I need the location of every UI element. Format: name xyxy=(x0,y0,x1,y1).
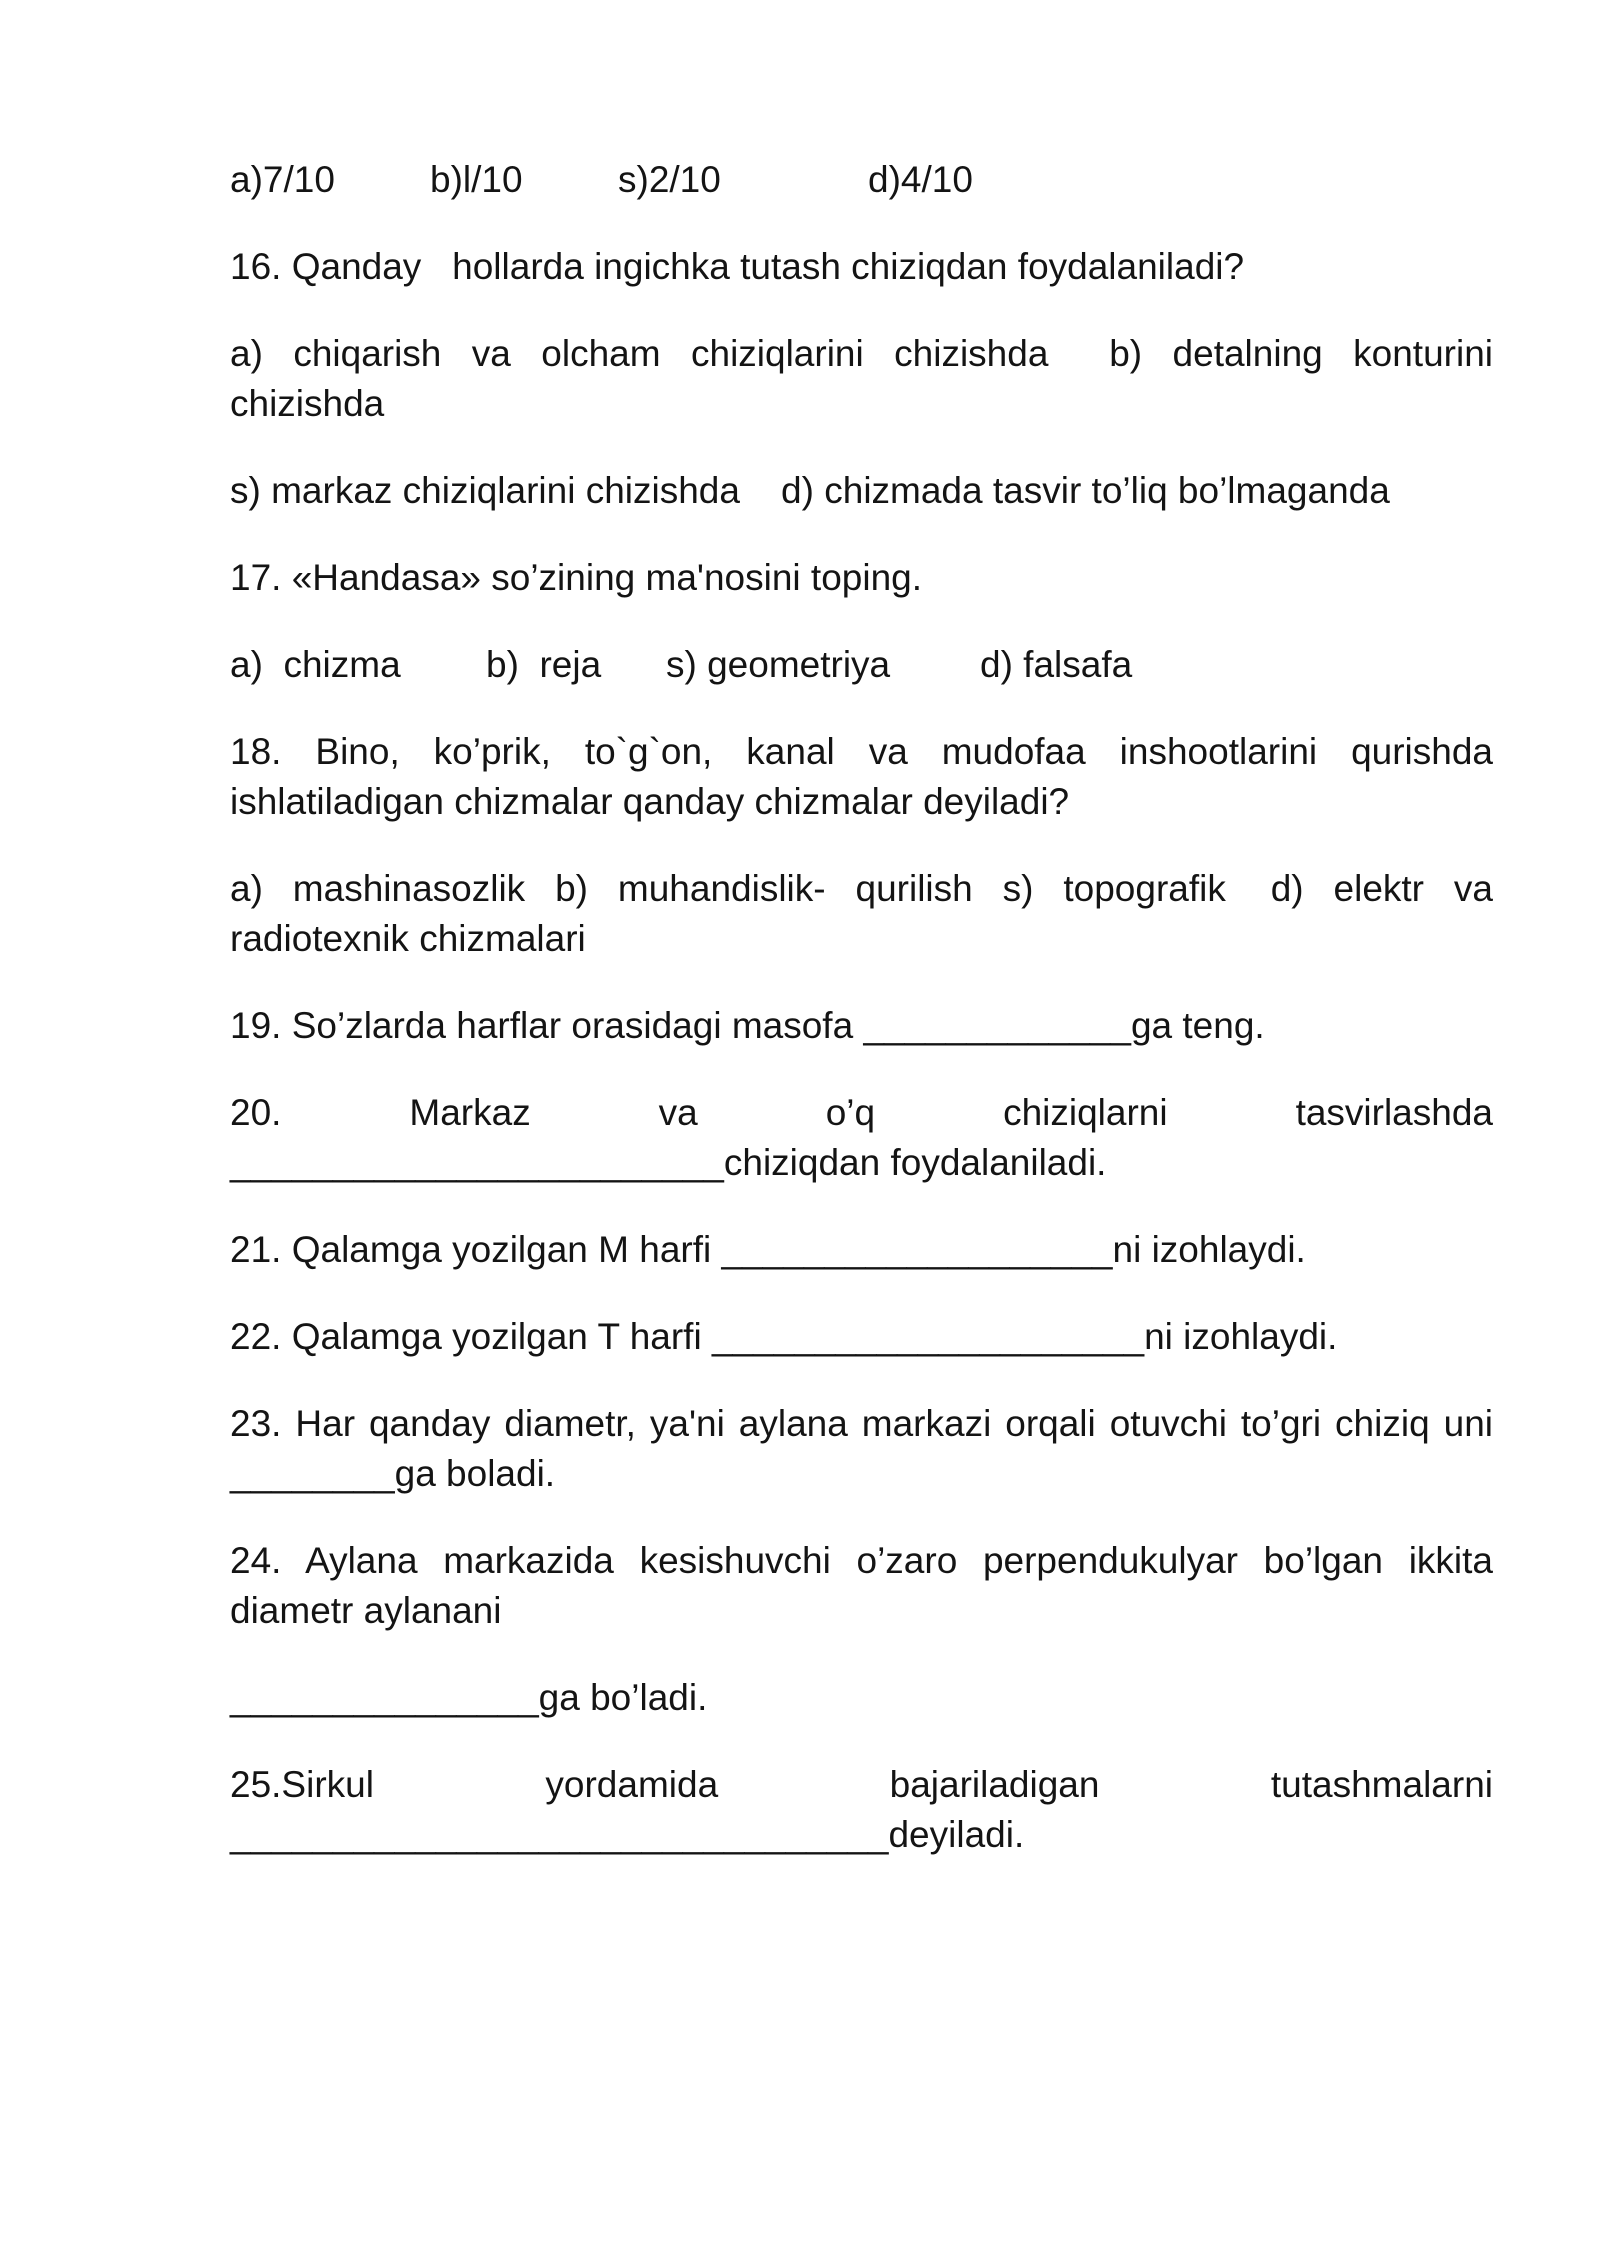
question-17: 17. «Handasa» so’zining ma'nosini toping. xyxy=(230,557,923,598)
q18-options: a) mashinasozlik b) muhandislik- qurilish s) topografik d) elektr va radiotexnik chizmalari xyxy=(230,868,1504,959)
q17-options-row xyxy=(230,640,1493,690)
question-22: 22. Qalamga yozilgan T harfi _____________________ni izohlaydi. xyxy=(230,1316,1338,1357)
q15-option-a: a)7/10 xyxy=(230,159,335,200)
q16-options-sd: s) markaz chiziqlarini chizishda d) chizmada tasvir to’liq bo’lmaganda xyxy=(230,470,1390,511)
question-24: 24. Aylana markazida kesishuvchi o’zaro perpendukulyar bo’lgan ikkita diametr aylanani xyxy=(230,1540,1504,1631)
q17-option-d: d) falsafa xyxy=(980,644,1133,685)
q15-options-row xyxy=(230,155,1493,205)
document-body xyxy=(230,155,1504,1897)
question-20: 20. Markaz va o’q chiziqlarni tasvirlashda ________________________chiziqdan foydalaniladi. xyxy=(230,1092,1504,1183)
question-18: 18. Bino, ko’prik, to`g`on, kanal va mudofaa inshootlarini qurishda ishlatiladigan chizmalar qanday chizmalar deyiladi? xyxy=(230,731,1504,822)
q15-option-s: s)2/10 xyxy=(618,159,721,200)
q16-options-ab: a) chiqarish va olcham chiziqlarini chizishda b) detalning konturini chizishda xyxy=(230,333,1504,424)
q17-option-a: a) chizma xyxy=(230,644,401,685)
q17-option-s: s) geometriya xyxy=(666,644,891,685)
question-25: 25.Sirkul yordamida bajariladigan tutashmalarni ________________________________deyiladi. xyxy=(230,1764,1504,1855)
q24-answer-blank: _______________ga bo’ladi. xyxy=(230,1677,708,1718)
question-19: 19. So’zlarda harflar orasidagi masofa _____________ga teng. xyxy=(230,1005,1265,1046)
q15-option-b: b)l/10 xyxy=(430,159,523,200)
q17-option-b: b) reja xyxy=(486,644,602,685)
question-21: 21. Qalamga yozilgan M harfi ___________________ni izohlaydi. xyxy=(230,1229,1306,1270)
question-23: 23. Har qanday diametr, ya'ni aylana markazi orqali otuvchi to’gri chiziq uni ________ga boladi. xyxy=(230,1403,1504,1494)
question-16: 16. Qanday hollarda ingichka tutash chiziqdan foydalaniladi? xyxy=(230,246,1245,287)
q15-option-d: d)4/10 xyxy=(868,159,973,200)
